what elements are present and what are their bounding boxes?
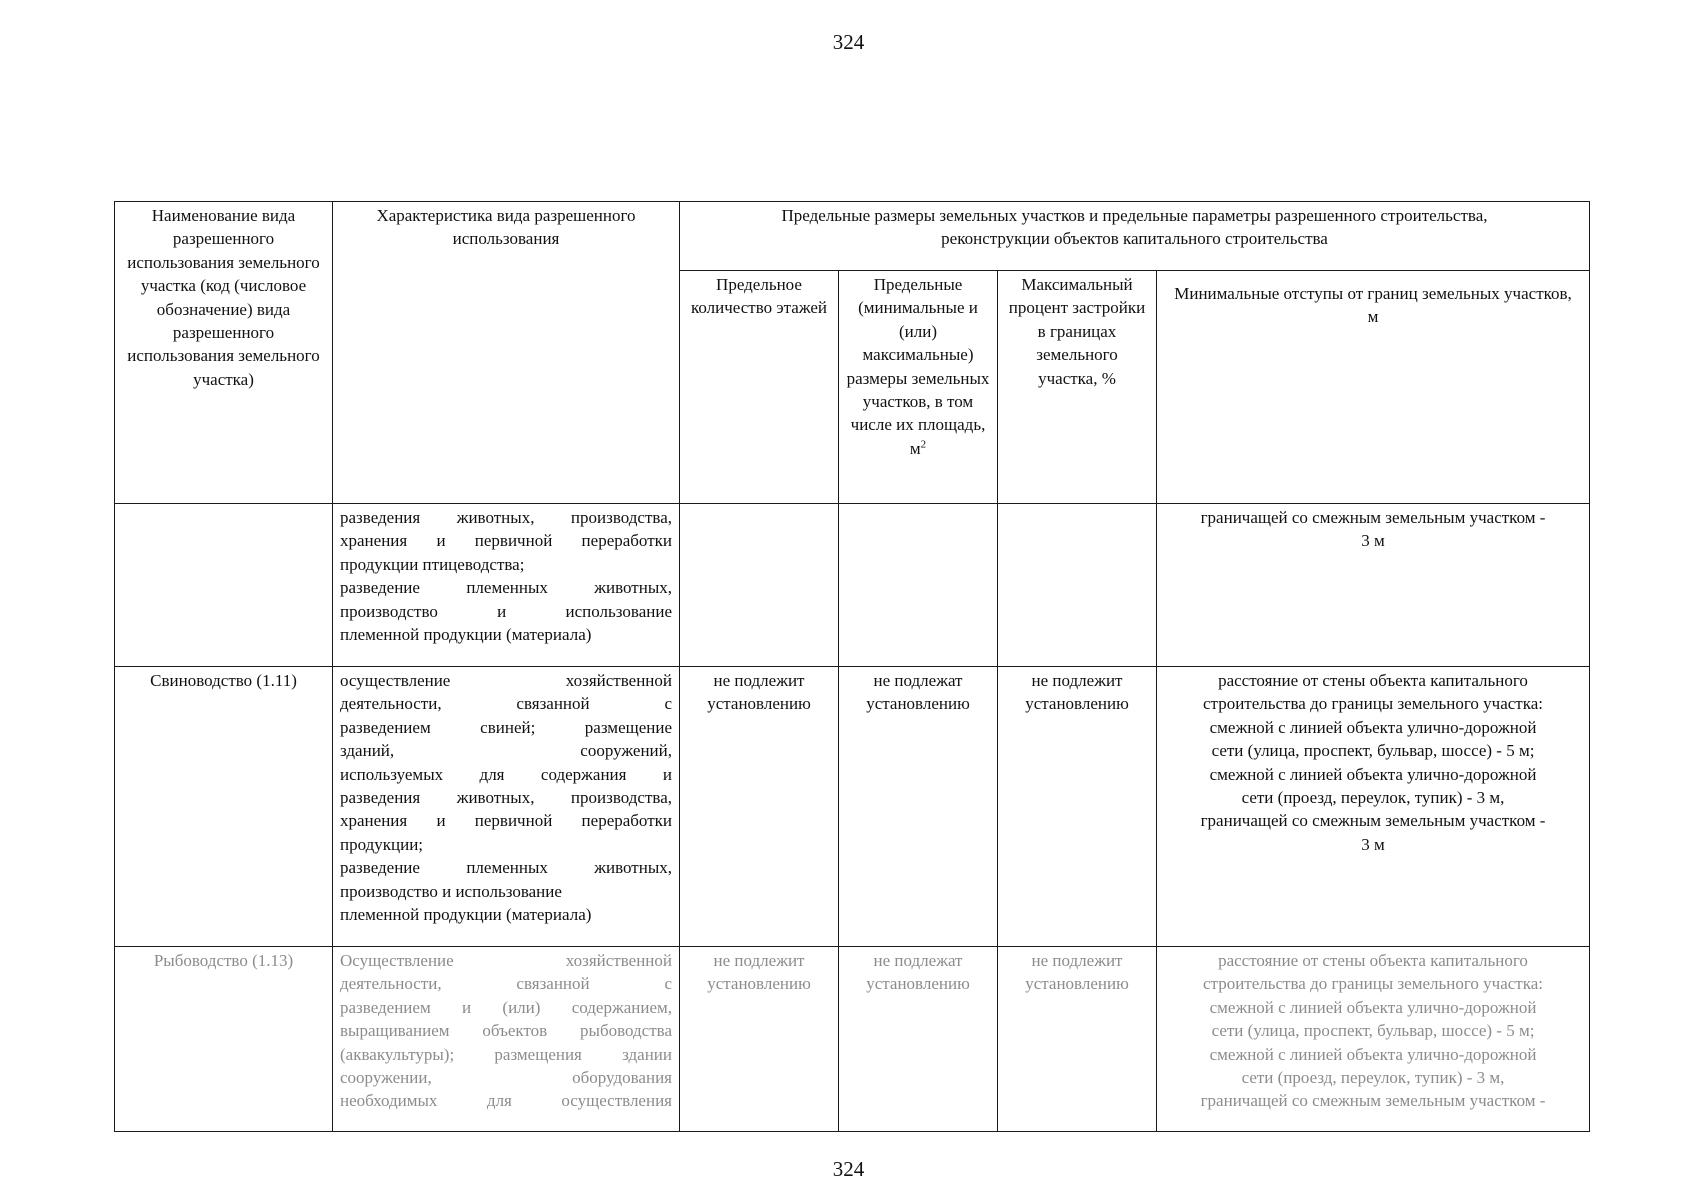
row-max-floors xyxy=(680,667,839,947)
setback-line: 3 м xyxy=(1361,531,1385,551)
desc-line: племенной продукции (материала) xyxy=(340,625,592,645)
row-plot-sizes xyxy=(839,667,998,947)
setback-line: 3 м xyxy=(1361,834,1385,854)
value-line: установлению xyxy=(866,974,970,994)
desc-line: разведением и (или) содержанием, xyxy=(340,997,672,1017)
value-line: не подлежат xyxy=(873,951,963,970)
desc-line: производство и использование xyxy=(340,881,562,901)
header-max-floors: Предельное количество этажей xyxy=(680,271,839,504)
setback-line: смежной с линией объекта улично-дорожной xyxy=(1209,997,1537,1017)
page-number-bottom: 324 xyxy=(832,1157,865,1181)
desc-line: деятельности, связанной с xyxy=(340,974,672,994)
desc-line: разведения животных, производства, xyxy=(340,508,672,527)
value-line: не подлежит xyxy=(713,951,805,970)
desc-line: необходимых для осуществления xyxy=(340,1091,672,1111)
row-plot-sizes xyxy=(839,504,998,667)
desc-line: (аквакультуры); размещения здании xyxy=(340,1044,672,1064)
table-row xyxy=(115,504,1590,667)
desc-line: хранения и первичной переработки xyxy=(340,811,672,831)
table-row xyxy=(115,667,1590,947)
desc-line: хранения и первичной переработки xyxy=(340,531,672,551)
row-setbacks-clip xyxy=(1164,949,1582,1117)
header-limits-group xyxy=(680,202,1590,271)
table-body xyxy=(115,504,1590,1132)
value-line: установлению xyxy=(1025,694,1129,714)
row-use-name: Свиноводство (1.11) xyxy=(115,667,333,947)
land-use-table xyxy=(114,201,1590,1132)
setback-line: сети (проезд, переулок, тупик) - 3 м, xyxy=(1241,788,1505,808)
row-max-floors xyxy=(680,504,839,667)
desc-line: зданий, сооружений, xyxy=(340,741,672,761)
row-min-setbacks xyxy=(1157,947,1590,1132)
desc-line: разведение племенных животных, xyxy=(340,858,672,878)
header-plot-sizes-sup: 2 xyxy=(920,438,927,451)
desc-line: Осуществление хозяйственной xyxy=(340,951,672,970)
value-line: не подлежит xyxy=(1031,951,1123,970)
page-number-top: 324 xyxy=(832,30,865,54)
desc-line: разведение племенных животных, xyxy=(340,578,672,598)
setback-line: граничащей со смежным земельным участком - xyxy=(1200,508,1546,527)
setback-line: сети (улица, проспект, бульвар, шоссе) - 5 м; xyxy=(1211,741,1535,761)
value-line: установлению xyxy=(707,974,811,994)
value-line: установлению xyxy=(1025,974,1129,994)
header-plot-sizes-text: Предельные (минимальные и (или) максимальные) размеры земельных участков, в том числе их площадь, м xyxy=(846,275,990,458)
value-line: установлению xyxy=(866,694,970,714)
row-use-name: Рыбоводство (1.13) xyxy=(115,947,333,1132)
setback-line: сети (улица, проспект, бульвар, шоссе) - 5 м; xyxy=(1211,1021,1535,1041)
desc-line: используемых для содержания и xyxy=(340,764,672,784)
value-line: установлению xyxy=(707,694,811,714)
header-max-coverage: Максимальный процент застройки в границах земельного участка, % xyxy=(998,271,1157,504)
desc-line: продукции птицеводства; xyxy=(340,554,525,574)
setback-line: сети (проезд, переулок, тупик) - 3 м, xyxy=(1241,1068,1505,1088)
header-use-characteristic: Характеристика вида разрешенного использования xyxy=(333,202,680,504)
setback-line: граничащей со смежным земельным участком - xyxy=(1200,1091,1546,1111)
desc-line: разведением свиней; размещение xyxy=(340,717,672,737)
setback-line: смежной с линией объекта улично-дорожной xyxy=(1209,764,1537,784)
value-line: не подлежит xyxy=(1031,671,1123,690)
setback-line: смежной с линией объекта улично-дорожной xyxy=(1209,717,1537,737)
row-description-clip xyxy=(340,949,672,1117)
row-max-coverage xyxy=(998,947,1157,1132)
desc-line: осуществление хозяйственной xyxy=(340,671,672,690)
header-limits-group-line1: Предельные размеры земельных участков и предельные параметры разрешенного строительства, xyxy=(781,206,1488,225)
row-max-floors xyxy=(680,947,839,1132)
desc-line: продукции; xyxy=(340,834,424,854)
desc-line: выращиванием объектов рыбоводства xyxy=(340,1021,672,1041)
desc-line: сооружении, оборудования xyxy=(340,1068,672,1088)
row-max-coverage xyxy=(998,667,1157,947)
table-row xyxy=(115,947,1590,1132)
header-use-name: Наименование вида разрешенного использования земельного участка (код (числовое обозначение) вида разрешенного использования земельного участка) xyxy=(115,202,333,504)
row-min-setbacks xyxy=(1157,504,1590,667)
setback-line: строительства до границы земельного участка: xyxy=(1203,694,1543,714)
desc-line: племенной продукции (материала) xyxy=(340,905,592,925)
desc-line: деятельности, связанной с xyxy=(340,694,672,714)
row-min-setbacks xyxy=(1157,667,1590,947)
value-line: не подлежат xyxy=(873,671,963,690)
header-plot-sizes xyxy=(839,271,998,504)
setback-line: расстояние от стены объекта капитального xyxy=(1218,951,1528,970)
header-min-setbacks: Минимальные отступы от границ земельных участков, м xyxy=(1157,271,1590,504)
setback-line: строительства до границы земельного участка: xyxy=(1203,974,1543,994)
row-use-name xyxy=(115,504,333,667)
row-max-coverage xyxy=(998,504,1157,667)
row-plot-sizes xyxy=(839,947,998,1132)
row-use-description xyxy=(333,667,680,947)
desc-line: разведения животных, производства, xyxy=(340,788,672,808)
row-use-description xyxy=(333,947,680,1132)
setback-line: смежной с линией объекта улично-дорожной xyxy=(1209,1044,1537,1064)
table-header xyxy=(115,202,1590,504)
setback-line: расстояние от стены объекта капитального xyxy=(1218,671,1528,690)
header-limits-group-line2: реконструкции объектов капитального строительства xyxy=(941,229,1328,249)
setback-line: граничащей со смежным земельным участком - xyxy=(1200,811,1546,831)
value-line: не подлежит xyxy=(713,671,805,690)
row-use-description xyxy=(333,504,680,667)
desc-line: производство и использование xyxy=(340,601,672,621)
